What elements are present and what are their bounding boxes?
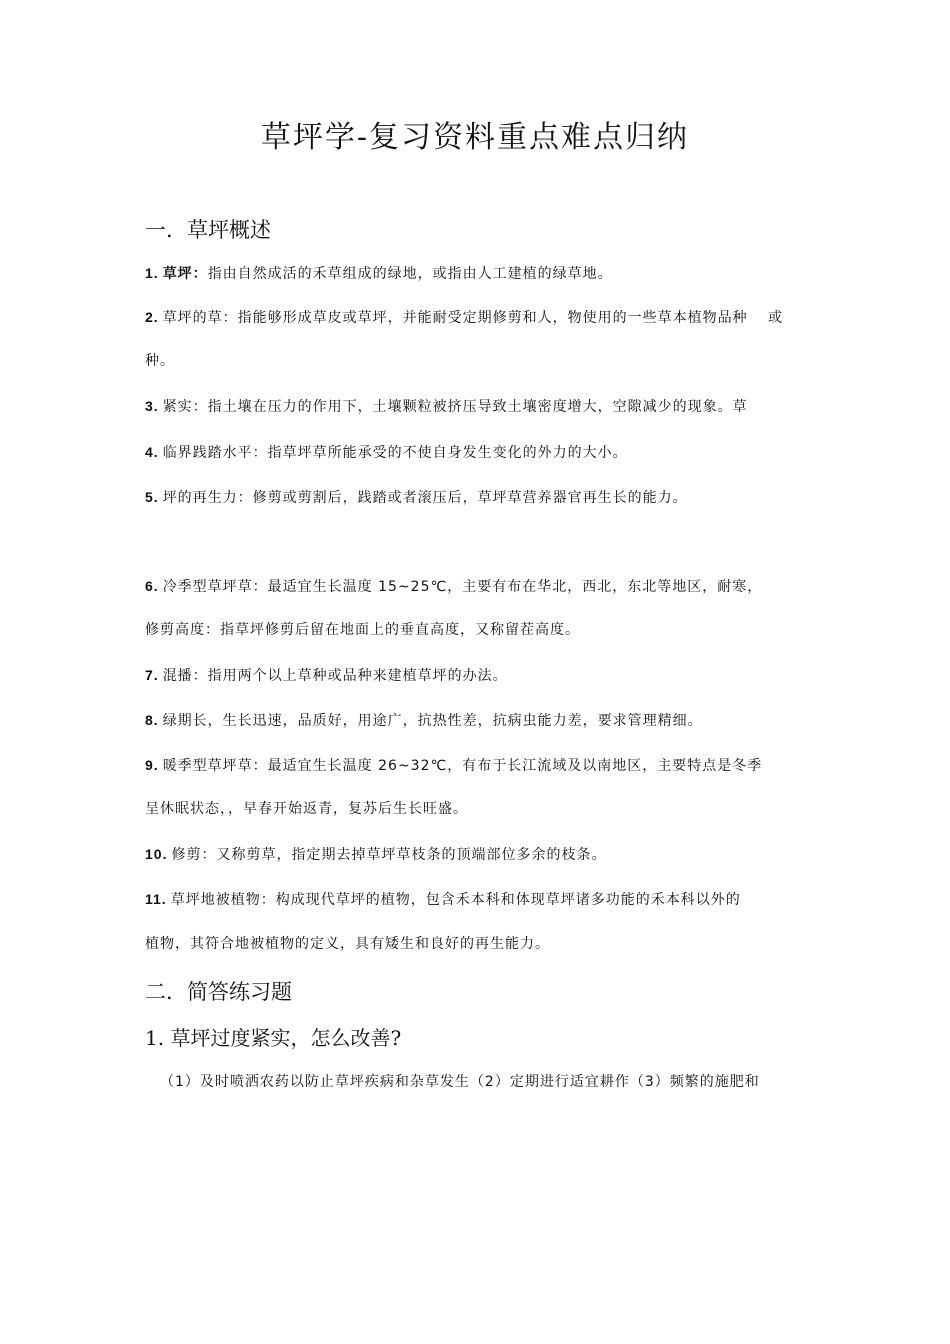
definition-line bbox=[145, 754, 762, 777]
definition-line bbox=[145, 933, 550, 955]
section-heading-overview: 一．草坪概述 bbox=[145, 218, 271, 242]
item-number: 6. bbox=[145, 578, 159, 594]
question-heading: 1. 草坪过度紧实，怎么改善? bbox=[145, 1026, 402, 1050]
item-text: 混播：指用两个以上草种或品种来建植草坪的办法。 bbox=[162, 668, 508, 684]
item-number: 2. bbox=[145, 309, 159, 325]
page-title: 草坪学-复习资料重点难点归纳 bbox=[260, 120, 690, 155]
definition-line bbox=[145, 798, 468, 820]
item-text: 指由自然成活的禾草组成的绿地，或指由人工建植的绿草地。 bbox=[207, 266, 613, 282]
item-term: 草坪： bbox=[162, 266, 208, 282]
item-text: 临界践踏水平：指草坪草所能承受的不使自身发生变化的外力的大小。 bbox=[162, 445, 628, 461]
item-text: 植物，其符合地被植物的定义，具有矮生和良好的再生能力。 bbox=[145, 936, 550, 952]
item-number: 9. bbox=[145, 757, 159, 773]
definition-line bbox=[145, 306, 783, 329]
item-number: 8. bbox=[145, 712, 159, 728]
item-text: 坪的再生力：修剪或剪割后，践踏或者滚压后，草坪草营养器官再生长的能力。 bbox=[162, 490, 688, 506]
item-number: 5. bbox=[145, 489, 159, 505]
definition-line bbox=[145, 350, 175, 372]
item-number: 7. bbox=[145, 667, 159, 683]
item-number: 4. bbox=[145, 444, 159, 460]
definition-line bbox=[145, 843, 606, 866]
answer-text: （1）及时喷洒农药以防止草坪疾病和杂草发生（2）定期进行适宜耕作（3）频繁的施肥和 bbox=[160, 1074, 760, 1090]
item-text: 紧实：指土壤在压力的作用下，土壤颗粒被挤压导致土壤密度增大，空隙减少的现象。草 bbox=[162, 399, 748, 415]
item-text: 暖季型草坪草：最适宜生长温度 26~32℃，有布于长江流域及以南地区，主要特点是冬季 bbox=[162, 758, 763, 774]
definition-line bbox=[145, 888, 741, 911]
item-number: 1. bbox=[145, 265, 159, 281]
item-text: 草坪地被植物：构成现代草坪的植物，包含禾本科和体现草坪诸多功能的禾本科以外的 bbox=[170, 892, 741, 908]
item-number: 11. bbox=[145, 891, 167, 907]
definition-line bbox=[145, 486, 688, 509]
item-text: 绿期长，生长迅速，品质好，用途广，抗热性差，抗病虫能力差，要求管理精细。 bbox=[162, 713, 703, 729]
section-heading-exercises: 二．简答练习题 bbox=[145, 980, 292, 1004]
definition-line bbox=[145, 709, 703, 732]
item-number: 10. bbox=[145, 846, 168, 862]
definition-line bbox=[145, 664, 508, 687]
item-number: 3. bbox=[145, 398, 159, 414]
definition-line bbox=[145, 262, 613, 285]
definition-line bbox=[145, 619, 580, 641]
definition-line bbox=[145, 441, 628, 464]
definition-line bbox=[145, 575, 762, 598]
item-text: 种。 bbox=[145, 353, 175, 369]
item-text: 呈休眠状态，，早春开始返青，复苏后生长旺盛。 bbox=[145, 801, 468, 817]
item-text: 修剪：又称剪草，指定期去掉草坪草枝条的顶端部位多余的枝条。 bbox=[171, 847, 607, 863]
item-text: 冷季型草坪草：最适宜生长温度 15~25℃，主要有布在华北，西北，东北等地区，耐寒， bbox=[162, 579, 763, 595]
definition-line bbox=[145, 395, 748, 418]
item-text: 草坪的草：指能够形成草皮或草坪，并能耐受定期修剪和人，物使用的一些草本植物品种 或 bbox=[162, 310, 784, 326]
item-text: 修剪高度：指草坪修剪后留在地面上的垂直高度，又称留茬高度。 bbox=[145, 622, 580, 638]
